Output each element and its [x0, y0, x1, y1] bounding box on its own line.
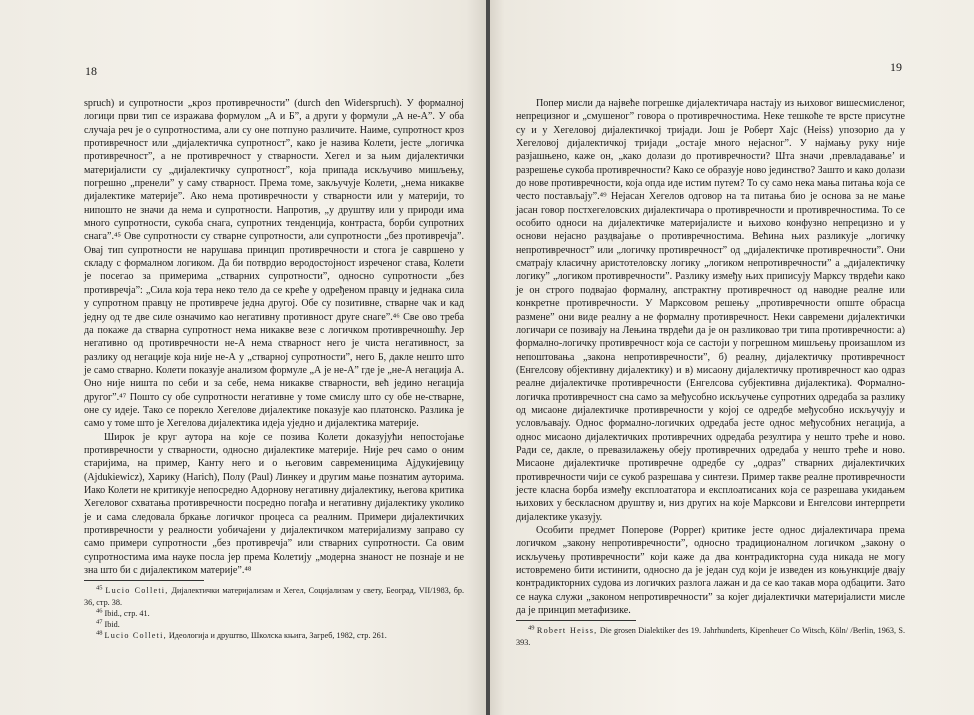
left-page [0, 0, 486, 715]
footnote-mark: 47 [96, 618, 103, 626]
footnote-mark: 49 [528, 624, 535, 632]
page-number: 19 [890, 60, 902, 74]
footnote-text: Ibid. [104, 619, 120, 629]
footnote-text: Die grosen Dialektiker des 19. Jahrhunderts, Kipenheuer Co Witsch, Köln/ /Berlin, 1963, S. 393. [516, 626, 906, 647]
body-text [84, 97, 464, 641]
body-text [516, 97, 905, 648]
footnote-mark: 45 [96, 584, 103, 592]
footnote-author: Lucio Colleti, [104, 631, 167, 641]
footnote-text: Ibid., стр. 41. [104, 608, 150, 618]
footnote-mark: 46 [96, 607, 103, 615]
footnote [516, 625, 905, 647]
footnote [84, 585, 464, 607]
paragraph: spruch) и супротности „кроз противречности” (durch den Widerspruch). У формалној логици први тип се изражава формулом „А и Б”, а други у формули „А не-А”. У оба случаја реч је о супротностима, али су оне потпуно различите. Наиме, супротност кроз противречност или „дијалектичка супротност”, како је назива Колети, јесте „логичка противречност”, а не противречност у стварности. Хегел и за њим дијалектички материјалисти су „дијалектичку супротност”, која припада искључиво мишљењу, погрешно „пренели” у саму стварност. Према томе, закључује Колети, „нема никакве дијалектике материје”. Ако нема противречности у стварности или у материји, то нипошто не значи да нема и супротности. Напротив, „у друштву или у природи има много супротности, сукоба снага, супротних тенденција, контраста, борби супротних снага”.⁴⁵ Ове супротности су стварне супротности, али супротности „без противречја”. Овај тип супротности не нарушава принцип противречности и стога је савршено у складу с формалном логиком. Да би потврдио веродостојност изреченог става, Колети је посегао за примерима „стварних супротности”, односно супротности „без противречја”: „Сила која тера неко тело да се креће у одређеном правцу и једнака сила у супротном правцу не противрече једна другој. Обе су позитивне, стварне чак и кад једну од те две силе означимо као негативну противност друге снаге”.⁴⁶ Све ово треба да покаже да стварна супротност нема никакве везе с логичком противречношћу. Јер негативно од противречности не-А нема стварност него је чиста негативност, за разлику од негације која није не-А у „стварној супротности”, него Б, дакле нешто што је само стварно. Колети показује анализом формуле „А је не-А” где је „не-А негација А. Оно није ништа по себи и за себе, нема никакве стварности, већ једино негација другог”.⁴⁷ Пошто су обе супротности негативне у томе смислу што су обе не-стварне, оне су идеје. Тако се порекло Хегелове дијалектике показује као платонско. Разлика је само у томе што је Хегелова дијалектика идеја уједно и дијалектика материје. [84, 98, 464, 430]
footnote [84, 630, 464, 641]
footnote [84, 619, 464, 630]
footnote-divider [516, 620, 636, 621]
footnote-divider [84, 580, 204, 581]
footnote-text: Идеологија и друштво, Школска књига, Загреб, 1982, стр. 261. [168, 631, 387, 641]
footnote-text: Дијалектички материјализам и Хегел, Социјализам у свету, Београд, VII/1983, бр. 36, стр. 38. [84, 586, 465, 607]
right-page [490, 0, 974, 715]
footnote-author: Lucio Colleti, [105, 586, 169, 596]
page-number: 18 [85, 64, 97, 78]
footnote-mark: 48 [96, 629, 103, 637]
footnote-author: Robert Heiss, [536, 626, 598, 636]
paragraph: Особити предмет Поперове (Popper) критике јесте однос дијалектичара према логичком „закону непротивречности”, односно традиционалном логичком „закону о искључењу противречности” који каже да два контрадикторна суда никада не могу истовремено бити истинити, односно да је један суд који је изведен из коњункције двају контрадикторних судова из логичких разлога лажан и да се као такав мора одбацити. Зато се наука служи „законом непротивречности” за којег дијалектички материјалисти мисле да је принцип метафизике. [516, 525, 905, 617]
footnote [84, 608, 464, 619]
paragraph: Широк је круг аутора на које се позива Колети доказујући непостојање противречности у стварности, односно дијалектике материје. Није реч само о оним старијима, на пример, Канту него и о његовим савременицима Ајдукијевицу (Ajdukiewicz), Харику (Harich), Полу (Paul) Линкеу и другим мање познатим ауторима. Иако Колети не критикује непосредно Адорнову негативну дијалектику, његова критика Хегеловог схватања противречности посредно погађа и негативну дијалектику уколико је и сама следовала бркање логичког процеса са реалним. Примери дијалектичких противречности у реалности уобичајени у дијалектичком материјализму заправо су само примери супротности „без противречја” или стварних супротности. Са овим супротностима има науке посла јер према Колетију „модерна знаност не познаје и не зна што би с дијалектиком материје”.⁴⁸ [84, 431, 464, 577]
paragraph: Попер мисли да највеће погрешке дијалектичара настају из њиховог вишесмисленог, непрецизног и „смушеног” говора о противречностима. Неке тешкоће те врсте присутне су и у Хегеловој дијалектичкој тријади. Још је Роберт Хајс (Heiss) упозорио да у Хегеловој дијалектичкој тријади „остаје много нејасног”. У најмању руку није разјашњено, каже он, „како долази до противречности? Шта значи ‚превладавање’ и разрешење сукоба противречности? Како се образује ново јединство? Зашто и како долази до нове противречности, која опда иде истим путем? То су само нека мања питања која се често постављају”.⁴⁹ Нејасан Хегелов одговор на та питања био је основа за не мање јасан говор постхегеловских дијалектичара о противречности и противречностима. То се особито односи на дијалектичке материјалисте и њихово конфузно непрецизно и у основи нејасно раздвајање о противречностима. Већина њих разликује „логичку непротивречност” или „логичку противречност” од „дијалектичке противречности”. Они сматрају класичну аристотеловску логику „логиком непротивречности” а „дијалектичку логику” „логиком противречности”. Разлику између њих приписују Марксу тврдећи како је он строго подвајао формалну, апстрактну противречност од наводне реалне или конкретне противречности. У Марксовом решењу „противречности опште обрасца размене” они виде реалну а не формалну противречност. Неки савремени дијалектички логичари се позивају на Лењина тврдећи да је он разликовао три типа противречности: а) формално-логичку противречност која се састоји у погрешном мишљењу произашлом из непоштовања „закона непротивречности”, б) реалну, дијалектичку противречност (Енгелсову објективну дијалектику) и в) мисаону дијалектичку противречност као одраз реалне дијалектичке противречности (Енгелсова субјективна дијалектика). Формално-логичка противречност сна само за међусобно искључење супротних одредаба за разлику од мисаоне дијалектичке противречности у којој се одредбе међусобно искључују и условљавају. Однос формално-логичких одредаба јесте однос међусобних негација, а однос мисаоно дијалектичких противречних одредаба резултира у нешто треће и ново. Ради се, дакле, о превазилажењу обеју противречних одредаба у нешто треће и ново. Мисаоне дијалектичке противречне одредбе су „одраз” стварних дијалектичких противречности чији се сукоб разрешава у синтези. Пример такве реалне противречности јесте класна борба између експлоататора и експлоатисаних која се разрешава укидањем њихових у бескласном друштву и, низ других на које Марксови и Енгелсови интерпрети дијалектике указују. [516, 98, 905, 523]
